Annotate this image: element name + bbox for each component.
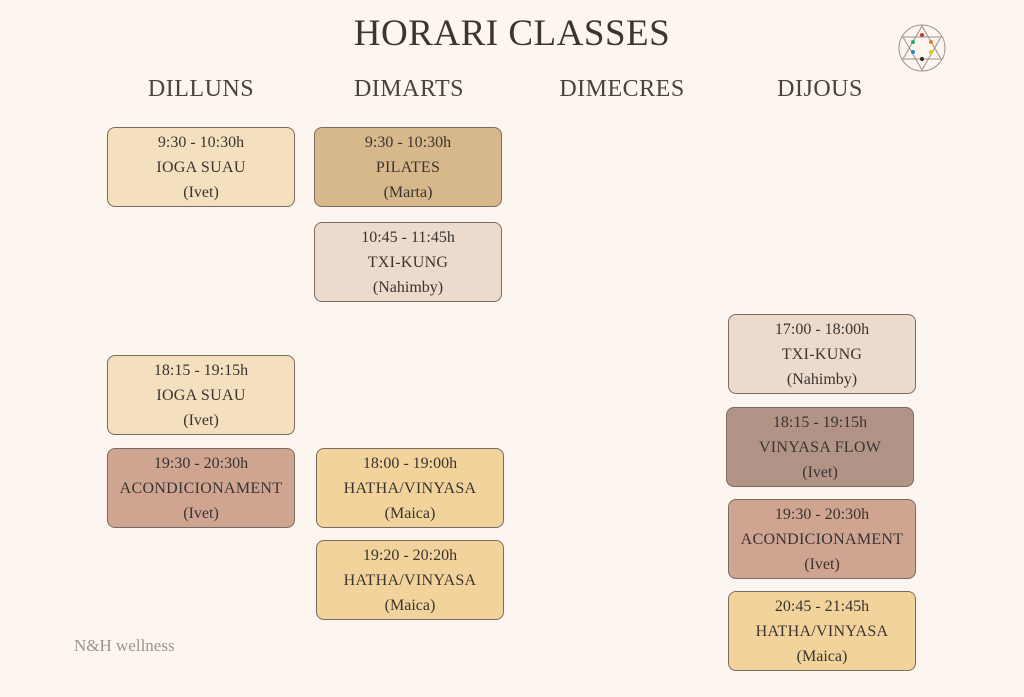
class-name: IOGA SUAU	[156, 158, 246, 176]
class-card-thu-3	[728, 499, 916, 579]
class-card-mon-3	[107, 448, 295, 528]
class-card-tue-2	[314, 222, 502, 302]
class-teacher: (Maica)	[384, 596, 436, 614]
class-time: 18:15 - 19:15h	[772, 413, 868, 431]
class-teacher: (Ivet)	[183, 411, 219, 429]
class-time: 20:45 - 21:45h	[774, 597, 870, 615]
class-name: HATHA/VINYASA	[343, 479, 477, 497]
class-teacher: (Ivet)	[802, 463, 838, 481]
class-time: 9:30 - 10:30h	[157, 133, 245, 151]
day-header-dimecres: DIMECRES	[559, 76, 685, 102]
class-time: 18:15 - 19:15h	[153, 361, 249, 379]
day-header-dijous: DIJOUS	[777, 76, 863, 102]
class-name: HATHA/VINYASA	[755, 622, 889, 640]
class-name: VINYASA FLOW	[758, 438, 882, 456]
class-card-mon-1	[107, 127, 295, 207]
class-time: 10:45 - 11:45h	[361, 228, 455, 246]
class-teacher: (Ivet)	[183, 504, 219, 522]
class-teacher: (Ivet)	[804, 555, 840, 573]
class-teacher: (Ivet)	[183, 183, 219, 201]
class-name: ACONDICIONAMENT	[119, 479, 283, 497]
brand-footer: N&H wellness	[74, 636, 175, 655]
class-time: 19:20 - 20:20h	[362, 546, 458, 564]
class-name: TXI-KUNG	[781, 345, 863, 363]
class-card-tue-3	[316, 448, 504, 528]
class-name: PILATES	[375, 158, 441, 176]
page-title: HORARI CLASSES	[353, 13, 671, 54]
class-name: IOGA SUAU	[156, 386, 246, 404]
day-header-dimarts: DIMARTS	[353, 76, 465, 102]
class-time: 18:00 - 19:00h	[362, 454, 458, 472]
class-name: TXI-KUNG	[367, 253, 449, 271]
class-time: 9:30 - 10:30h	[364, 133, 452, 151]
class-card-tue-4	[316, 540, 504, 620]
class-time: 17:00 - 18:00h	[774, 320, 870, 338]
class-card-mon-2	[107, 355, 295, 435]
class-teacher: (Maica)	[796, 647, 848, 665]
class-teacher: (Nahimby)	[786, 370, 858, 388]
day-header-dilluns: DILLUNS	[147, 76, 255, 102]
class-teacher: (Marta)	[383, 183, 433, 201]
class-time: 19:30 - 20:30h	[153, 454, 249, 472]
class-name: ACONDICIONAMENT	[740, 530, 904, 548]
class-teacher: (Maica)	[384, 504, 436, 522]
hexagram-logo-icon	[896, 22, 948, 74]
class-card-thu-1	[728, 314, 916, 394]
class-teacher: (Nahimby)	[372, 278, 444, 296]
class-name: HATHA/VINYASA	[343, 571, 477, 589]
class-time: 19:30 - 20:30h	[774, 505, 870, 523]
class-card-thu-2	[726, 407, 914, 487]
class-card-tue-1	[314, 127, 502, 207]
class-card-thu-4	[728, 591, 916, 671]
